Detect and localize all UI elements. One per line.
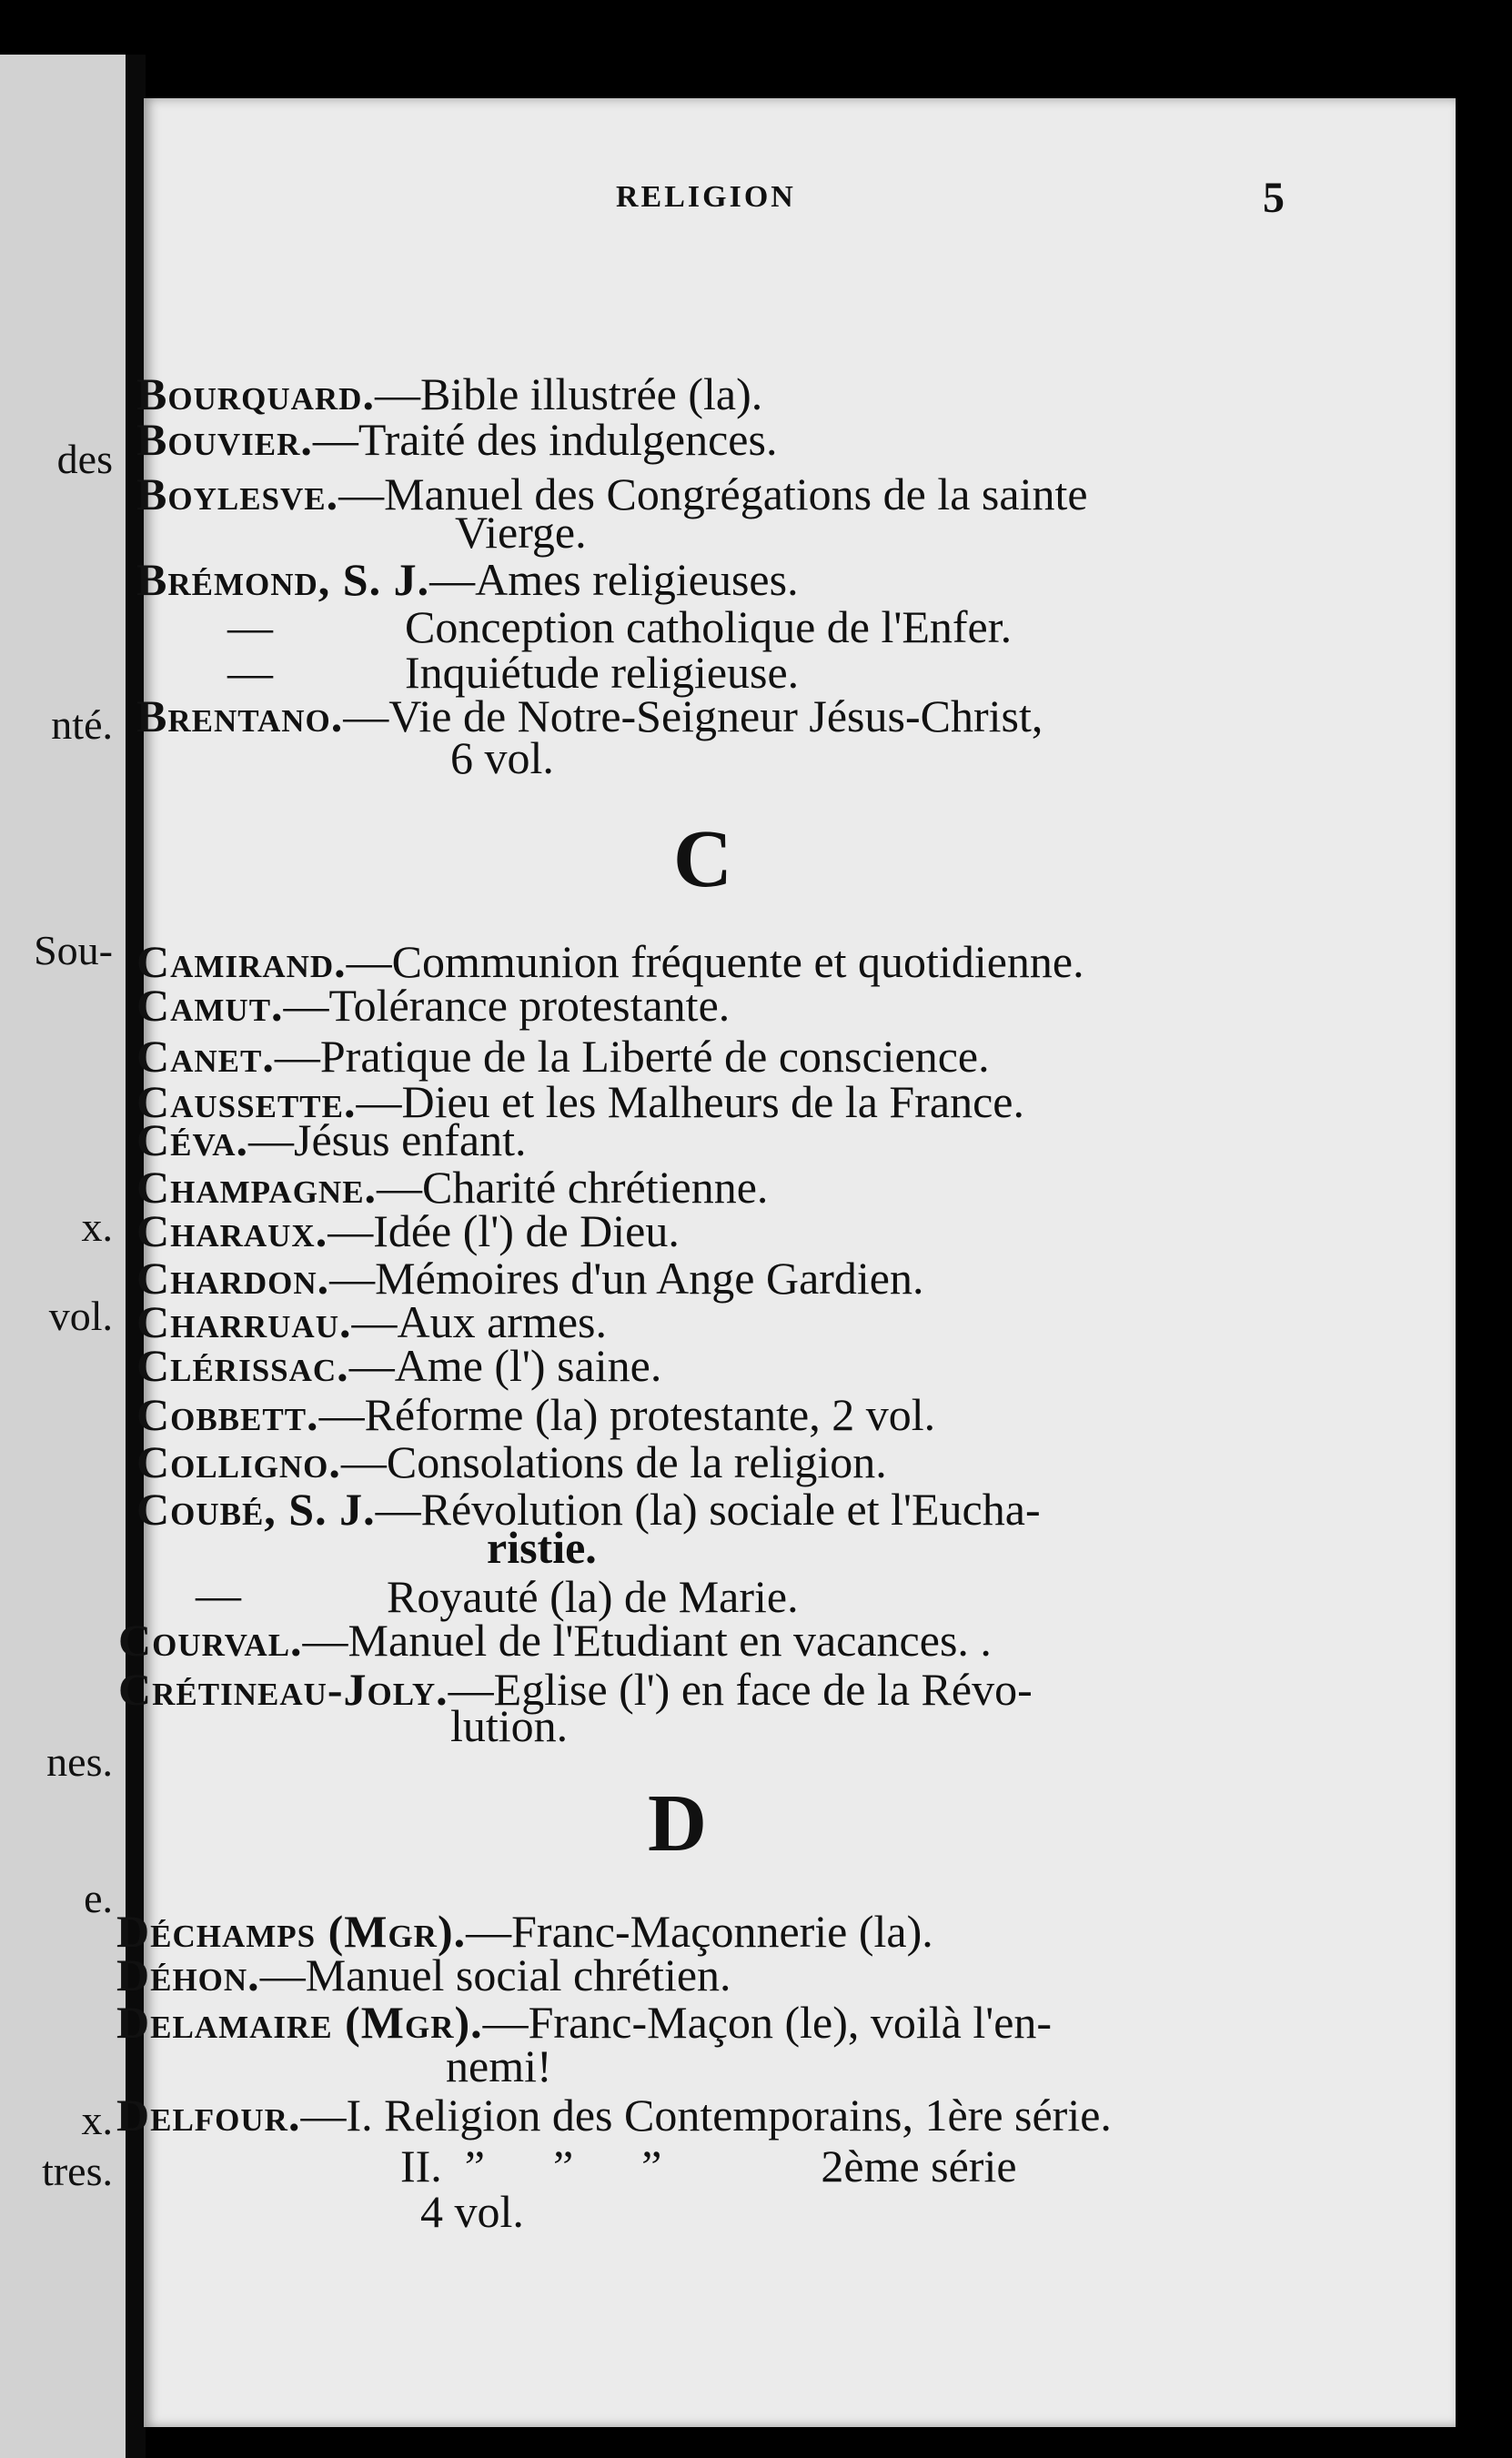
ditto-dash: — — [227, 647, 273, 698]
entry-camut — [136, 980, 731, 1031]
entry-author: Delamaire (Mgr). — [116, 1997, 483, 2048]
entry-title: —Ame (l') saine. — [348, 1340, 662, 1391]
entry-title: —Manuel des Congrégations de la sainte — [338, 468, 1088, 519]
entry-cretineau — [118, 1664, 1033, 1715]
entry-author: Bourquard. — [136, 368, 375, 419]
entry-line: II. ” ” ” 2ème série — [400, 2141, 1017, 2191]
entry-title: —Aux armes. — [351, 1296, 607, 1347]
entry-author: Cobbett. — [136, 1389, 319, 1440]
entry-delamaire — [116, 1997, 1053, 2048]
entry-courval — [118, 1615, 992, 1666]
entry-author: Delfour. — [116, 2090, 301, 2141]
entry-author: Déchamps (Mgr). — [116, 1906, 467, 1957]
entry-bouvier — [136, 414, 778, 465]
fragment-text: vol. — [48, 1293, 113, 1339]
entry-title: —Manuel de l'Etudiant en vacances. . — [302, 1615, 992, 1666]
fragment-text: Sou- — [34, 927, 113, 973]
entry-brentano — [136, 690, 1043, 741]
fragment-text: x. — [81, 2097, 113, 2143]
entry-title: —Charité chrétienne. — [377, 1162, 769, 1213]
entry-camirand — [136, 936, 1084, 987]
entry-charaux — [136, 1205, 680, 1256]
fragment-text: x. — [81, 1204, 113, 1250]
entry-title: —Bible illustrée (la). — [374, 368, 763, 419]
entry-canet — [136, 1031, 990, 1082]
entry-author: Brémond, S. J. — [136, 554, 430, 605]
entry-author: Céva. — [136, 1114, 248, 1165]
entry-title: —Idée (l') de Dieu. — [328, 1205, 680, 1256]
entry-title: —Consolations de la religion. — [340, 1436, 887, 1487]
page-number: 5 — [1263, 174, 1285, 222]
entry-continuation: 4 vol. — [420, 2186, 524, 2237]
entry-author: Boylesve. — [136, 468, 339, 519]
entry-champagne — [136, 1162, 769, 1213]
entry-title: —Vie de Notre-Seigneur Jésus-Christ, — [343, 690, 1043, 741]
entry-author: Champagne. — [136, 1162, 378, 1213]
entry-ceva — [136, 1114, 527, 1165]
entry-boylesve — [136, 468, 1088, 519]
entry-continuation: ristie. — [487, 1522, 597, 1573]
entry-continuation: nemi! — [446, 2040, 552, 2091]
entry-title: —Dieu et les Malheurs de la France. — [356, 1076, 1024, 1127]
entry-author: Chardon. — [136, 1253, 330, 1304]
entry-author: Crétineau-Joly. — [118, 1664, 449, 1715]
entry-author: Bouvier. — [136, 414, 313, 465]
entry-bremond — [136, 554, 799, 605]
entry-title: —Traité des indulgences. — [312, 414, 778, 465]
entry-title: —Révolution (la) sociale et l'Eucha- — [375, 1484, 1041, 1535]
entry-bourquard — [136, 368, 763, 419]
adjacent-page-edge — [0, 55, 126, 2458]
entry-author: Coubé, S. J. — [136, 1484, 376, 1535]
entry-continuation: 6 vol. — [450, 732, 554, 783]
ditto-dash: — — [227, 601, 273, 652]
entry-author: Caussette. — [136, 1076, 357, 1127]
entry-author: Charaux. — [136, 1205, 328, 1256]
entry-title: —Franc-Maçonnerie (la). — [466, 1906, 933, 1957]
entry-title: Inquiétude religieuse. — [405, 647, 800, 698]
entry-author: Canet. — [136, 1031, 275, 1082]
section-letter-c: C — [673, 814, 732, 904]
entry-author: Camirand. — [136, 936, 347, 987]
entry-delfour — [116, 2090, 1112, 2141]
fragment-text: nes. — [46, 1738, 113, 1785]
entry-continuation: lution. — [450, 1700, 569, 1751]
fragment-text: e. — [84, 1875, 113, 1921]
entry-author: Colligno. — [136, 1436, 341, 1487]
entry-title: —Franc-Maçon (le), voilà l'en- — [482, 1997, 1053, 2048]
entry-author: Clérissac. — [136, 1340, 349, 1391]
fragment-text: tres. — [42, 2148, 113, 2194]
entry-author: Charruau. — [136, 1296, 352, 1347]
entry-dechamps — [116, 1906, 933, 1957]
entry-title: —I. Religion des Contemporains, 1ère série. — [300, 2090, 1112, 2141]
entry-continuation: Vierge. — [455, 507, 587, 558]
entry-clerissac — [136, 1340, 662, 1391]
entry-cobbett — [136, 1389, 936, 1440]
entry-title: —Réforme (la) protestante, 2 vol. — [318, 1389, 936, 1440]
entry-chardon — [136, 1253, 924, 1304]
entry-title: —Mémoires d'un Ange Gardien. — [329, 1253, 924, 1304]
ditto-dash: — — [196, 1569, 241, 1620]
entry-title: —Pratique de la Liberté de conscience. — [274, 1031, 990, 1082]
entry-dehon — [116, 1949, 731, 2000]
entry-title: —Jésus enfant. — [248, 1114, 527, 1165]
entry-charruau — [136, 1296, 607, 1347]
section-letter-d: D — [648, 1778, 707, 1869]
entry-title: —Manuel social chrétien. — [259, 1949, 731, 2000]
entry-title: —Ames religieuses. — [429, 554, 799, 605]
entry-author: Camut. — [136, 980, 284, 1031]
entry-author: Brentano. — [136, 690, 344, 741]
entry-colligno — [136, 1436, 887, 1487]
entry-title: —Eglise (l') en face de la Révo- — [448, 1664, 1033, 1715]
entry-author: Déhon. — [116, 1949, 260, 2000]
entry-title: —Tolérance protestante. — [283, 980, 731, 1031]
entry-title: —Communion fréquente et quotidienne. — [346, 936, 1084, 987]
fragment-text: nté. — [51, 701, 113, 748]
running-header: RELIGION — [616, 180, 796, 214]
entry-author: Courval. — [118, 1615, 303, 1666]
entry-title: Conception catholique de l'Enfer. — [405, 601, 1013, 652]
fragment-text: des — [56, 436, 113, 482]
entry-title: Royauté (la) de Marie. — [387, 1571, 799, 1622]
